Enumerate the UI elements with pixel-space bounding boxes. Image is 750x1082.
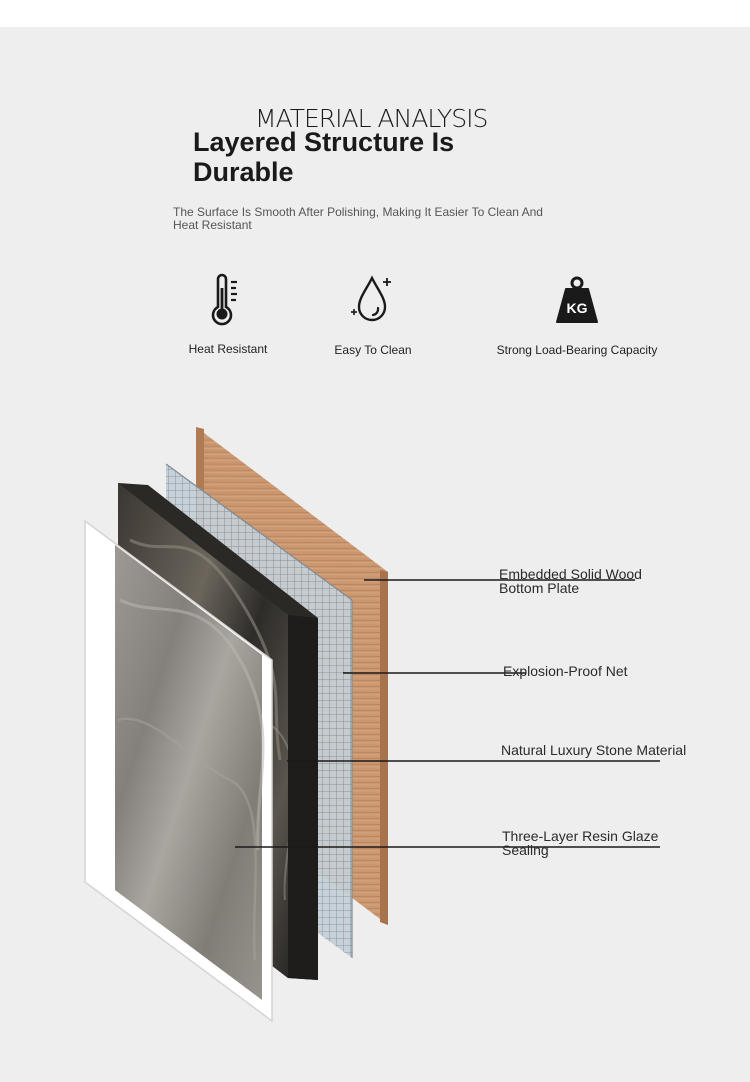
- section-kicker: MATERIAL ANALYSIS: [255, 104, 488, 133]
- weight-icon-text: KG: [566, 300, 588, 316]
- page-title: Layered Structure Is Durable: [193, 127, 455, 187]
- callout-stone-material: Natural Luxury Stone Material: [501, 742, 687, 758]
- feature-label: Heat Resistant: [188, 342, 268, 356]
- callout-explosion-net: Explosion-Proof Net: [503, 663, 628, 679]
- feature-label: Easy To Clean: [334, 343, 412, 357]
- feature-label: Strong Load-Bearing Capacity: [496, 343, 658, 357]
- callout-wood-plate: Embedded Solid Wood Bottom Plate: [499, 566, 642, 596]
- page-subtitle: The Surface Is Smooth After Polishing, Making It Easier To Clean And Heat Resistant: [173, 205, 543, 232]
- callout-resin-glaze: Three-Layer Resin Glaze Sealing: [502, 828, 659, 858]
